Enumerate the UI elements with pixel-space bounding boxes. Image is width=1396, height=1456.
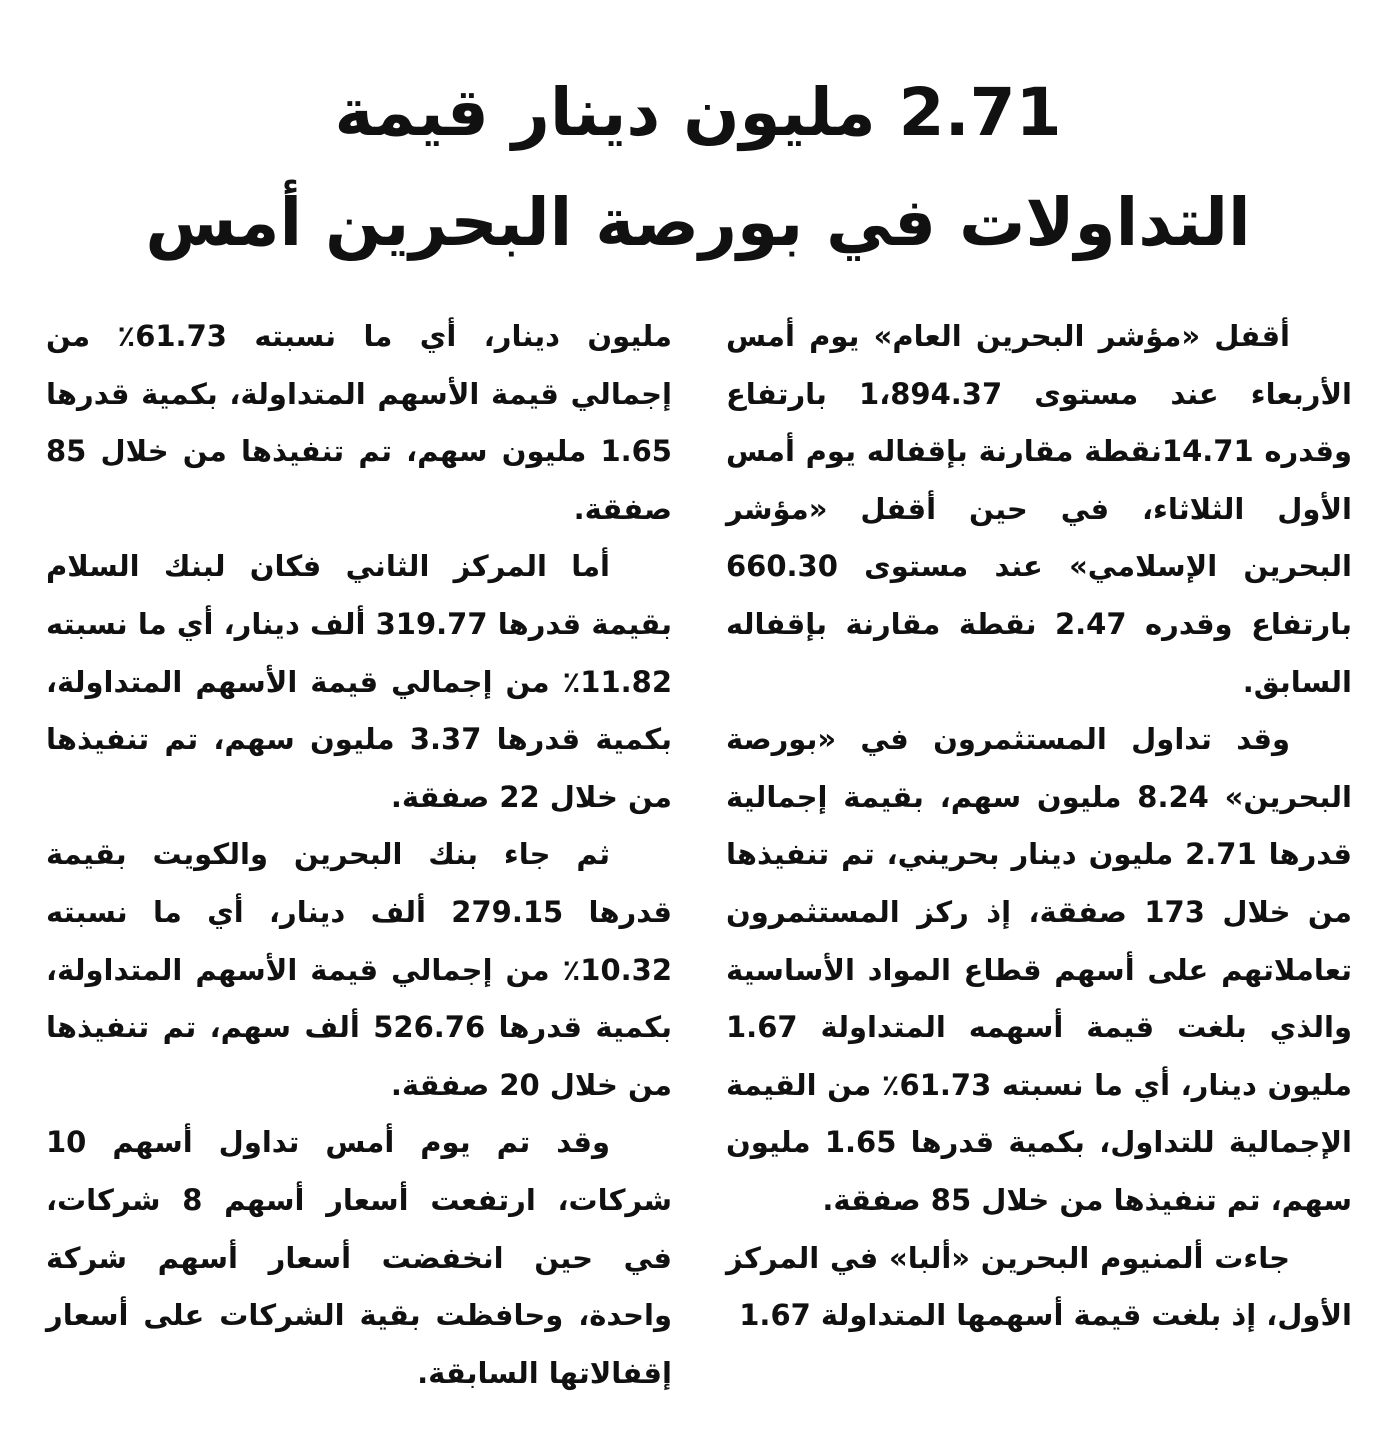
paragraph: جاءت ألمنيوم البحرين «ألبا» في المركز الأول، إذ بلغت قيمة أسهمها المتداولة 1.67	[726, 1240, 1352, 1333]
column-left	[46, 308, 672, 1438]
paragraph: أما المركز الثاني فكان لبنك السلام بقيمة قدرها 319.77 ألف دينار، أي ما نسبته 11.82٪ من إجمالي قيمة الأسهم المتداولة، بكمية قدرها 3.37 مليون سهم، تم تنفيذها من خلال 22 صفقة.	[46, 549, 672, 814]
paragraph: مليون دينار، أي ما نسبته 61.73٪ من إجمالي قيمة الأسهم المتداولة، بكمية قدرها 1.65 مليون سهم، تم تنفيذها من خلال 85 صفقة.	[46, 319, 672, 526]
column-right	[726, 308, 1352, 1438]
article-body	[46, 308, 1352, 1438]
article-headline	[60, 58, 1336, 278]
paragraph: أقفل «مؤشر البحرين العام» يوم أمس الأربعاء عند مستوى 1،894.37 بارتفاع وقدره 14.71نقطة مقارنة بإقفاله يوم أمس الأول الثلاثاء، في حين أقفل «مؤشر البحرين الإسلامي» عند مستوى 660.30 بارتفاع وقدره 2.47 نقطة مقارنة بإقفاله السابق.	[726, 319, 1352, 699]
paragraph: ثم جاء بنك البحرين والكويت بقيمة قدرها 279.15 ألف دينار، أي ما نسبته 10.32٪ من إجمالي قيمة الأسهم المتداولة، بكمية قدرها 526.76 ألف سهم، تم تنفيذها من خلال 20 صفقة.	[46, 837, 672, 1102]
headline-line-1: 2.71 مليون دينار قيمة	[334, 74, 1062, 151]
paragraph: وقد تداول المستثمرون في «بورصة البحرين» 8.24 مليون سهم، بقيمة إجمالية قدرها 2.71 مليون دينار بحريني، تم تنفيذها من خلال 173 صفقة، إذ ركز المستثمرون تعاملاتهم على أسهم قطاع المواد الأساسية والذي بلغت قيمة أسهمه المتداولة 1.67 مليون دينار، أي ما نسبته 61.73٪ من القيمة الإجمالية للتداول، بكمية قدرها 1.65 مليون سهم، تم تنفيذها من خلال 85 صفقة.	[726, 722, 1353, 1217]
paragraph: وقد تم يوم أمس تداول أسهم 10 شركات، ارتفعت أسعار أسهم 8 شركات، في حين انخفضت أسعار أسهم شركة واحدة، وحافظت بقية الشركات على أسعار إقفالاتها السابقة.	[46, 1125, 672, 1390]
headline-line-2: التداولات في بورصة البحرين أمس	[145, 184, 1251, 261]
